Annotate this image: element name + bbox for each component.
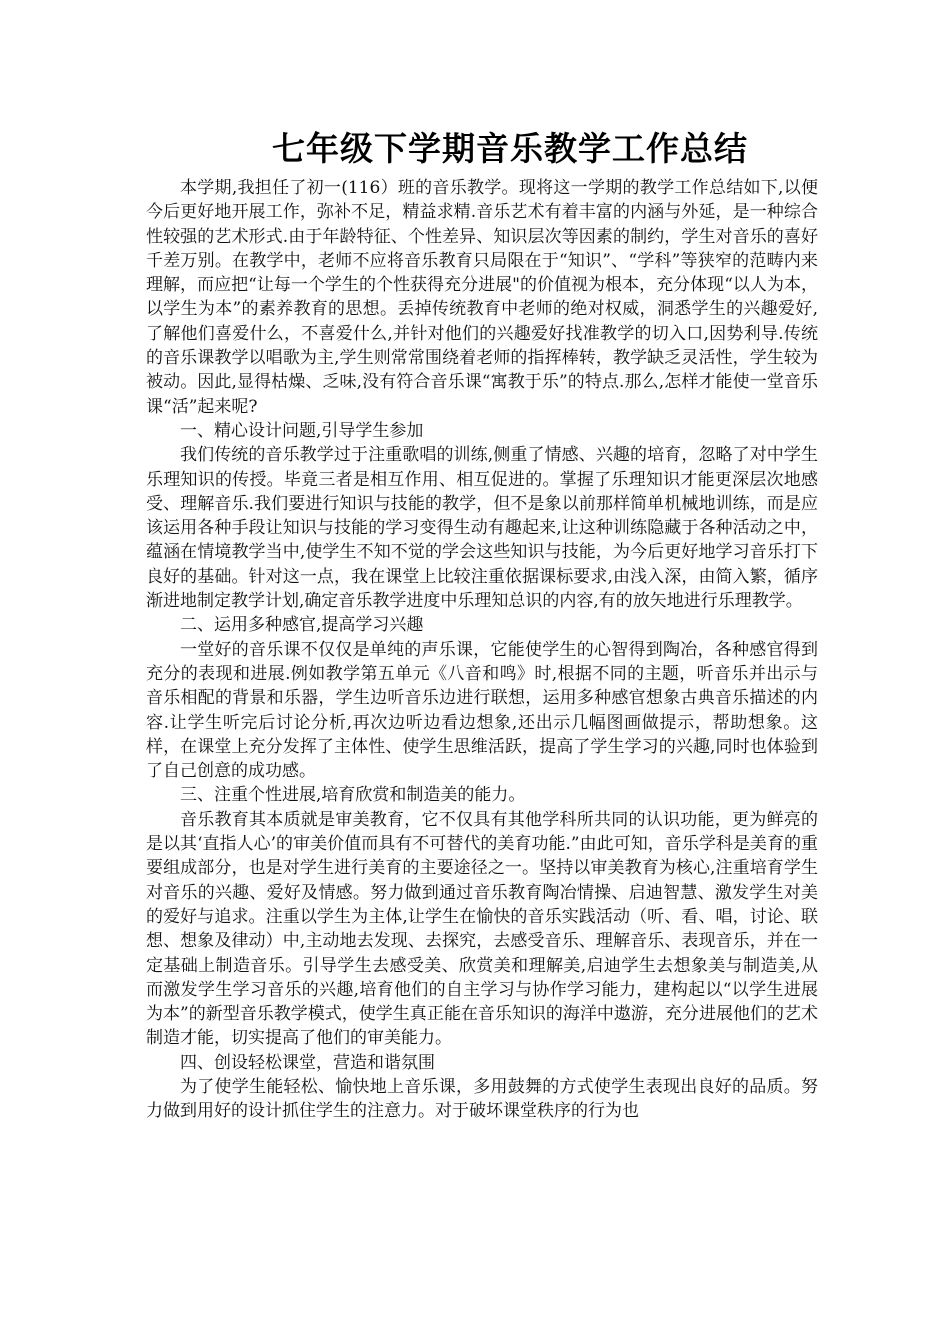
- paragraph-section-3: 音乐教育其本质就是审美教育，它不仅具有其他学科所共同的认识功能，更为鲜亮的是以其‘直指人心’的审美价值而具有不可替代的美育功能.”由此可知，音乐学科是美育的重要组成部分，也是对学生进行美育的主要途径之一。坚持以审美教育为核心,注重培育学生对音乐的兴趣、爱好及情感。努力做到通过音乐教育陶冶情操、启迪智慧、激发学生对美的爱好与追求。注重以学生为主体,让学生在愉快的音乐实践活动（听、看、唱，讨论、联想、想象及律动）中,主动地去发现、去探究，去感受音乐、理解音乐、表现音乐，并在一定基础上制造音乐。引导学生去感受美、欣赏美和理解美,启迪学生去想象美与制造美,从而激发学生学习音乐的兴趣,培育他们的自主学习与协作学习能力，建构起以“以学生进展为本”的新型音乐教学模式，使学生真正能在音乐知识的海洋中遨游，充分进展他们的艺术制造才能，切实提高了他们的审美能力。: [146, 809, 818, 1049]
- section-heading-3: 三、注重个性进展,培育欣赏和制造美的能力。: [180, 785, 526, 806]
- paragraph-section-1: 我们传统的音乐教学过于注重歌唱的训练,侧重了情感、兴趣的培育，忽略了对中学生乐理知识的传授。毕竟三者是相互作用、相互促进的。掌握了乐理知识才能更深层次地感受、理解音乐.我们要进行知识与技能的教学，但不是象以前那样简单机械地训练，而是应该运用各种手段让知识与技能的学习变得生动有趣起来,让这种训练隐藏于各种活动之中，蕴涵在情境教学当中,使学生不知不觉的学会这些知识与技能，为今后更好地学习音乐打下良好的基础。针对这一点，我在课堂上比较注重依据课标要求,由浅入深，由简入繁，循序渐进地制定教学计划,确定音乐教学进度中乐理知总识的内容,有的放矢地进行乐理教学。: [146, 445, 818, 612]
- document-title: 七年级下学期音乐教学工作总结: [272, 129, 748, 168]
- paragraph-section-2: 一堂好的音乐课不仅仅是单纯的声乐课，它能使学生的心智得到陶冶，各种感官得到充分的表现和进展.例如教学第五单元《八音和鸣》时,根据不同的主题，听音乐并出示与音乐相配的背景和乐器，学生边听音乐边进行联想，运用多种感官想象古典音乐描述的内容.让学生听完后讨论分析,再次边听边看边想象,还出示几幅图画做提示，帮助想象。这样，在课堂上充分发挥了主体性、使学生思维活跃，提高了学生学习的兴趣,同时也体验到了自己创意的成功感。: [146, 639, 818, 782]
- section-heading-4: 四、创设轻松课堂，营造和谐氛围: [180, 1052, 435, 1073]
- section-heading-2: 二、运用多种感官,提高学习兴趣: [180, 615, 424, 636]
- paragraph-intro: 本学期,我担任了初一(116）班的音乐教学。现将这一学期的教学工作总结如下,以便今后更好地开展工作，弥补不足，精益求精.音乐艺术有着丰富的内涵与外延，是一种综合性较强的艺术形式.由于年龄特征、个性差异、知识层次等因素的制约，学生对音乐的喜好千差万别。在教学中，老师不应将音乐教育只局限在于“知识”、“学科”等狭窄的范畴内来理解，而应把“让每一个学生的个性获得充分进展"的价值视为根本，充分体现“以人为本，以学生为本”的素养教育的思想。丢掉传统教育中老师的绝对权威，洞悉学生的兴趣爱好,了解他们喜爱什么，不喜爱什么,并针对他们的兴趣爱好找准教学的切入口,因势利导.传统的音乐课教学以唱歌为主,学生则常常围绕着老师的指挥棒转，教学缺乏灵活性，学生较为被动。因此,显得枯燥、乏味,没有符合音乐课“寓教于乐”的特点.那么,怎样才能使一堂音乐课“活”起来呢?: [146, 178, 818, 417]
- section-heading-1: 一、精心设计问题,引导学生参加: [180, 420, 424, 441]
- document-body: [146, 176, 818, 1124]
- paragraph-section-4: 为了使学生能轻松、愉快地上音乐课，多用鼓舞的方式使学生表现出良好的品质。努力做到用好的设计抓住学生的注意力。对于破坏课堂秩序的行为也: [146, 1076, 818, 1122]
